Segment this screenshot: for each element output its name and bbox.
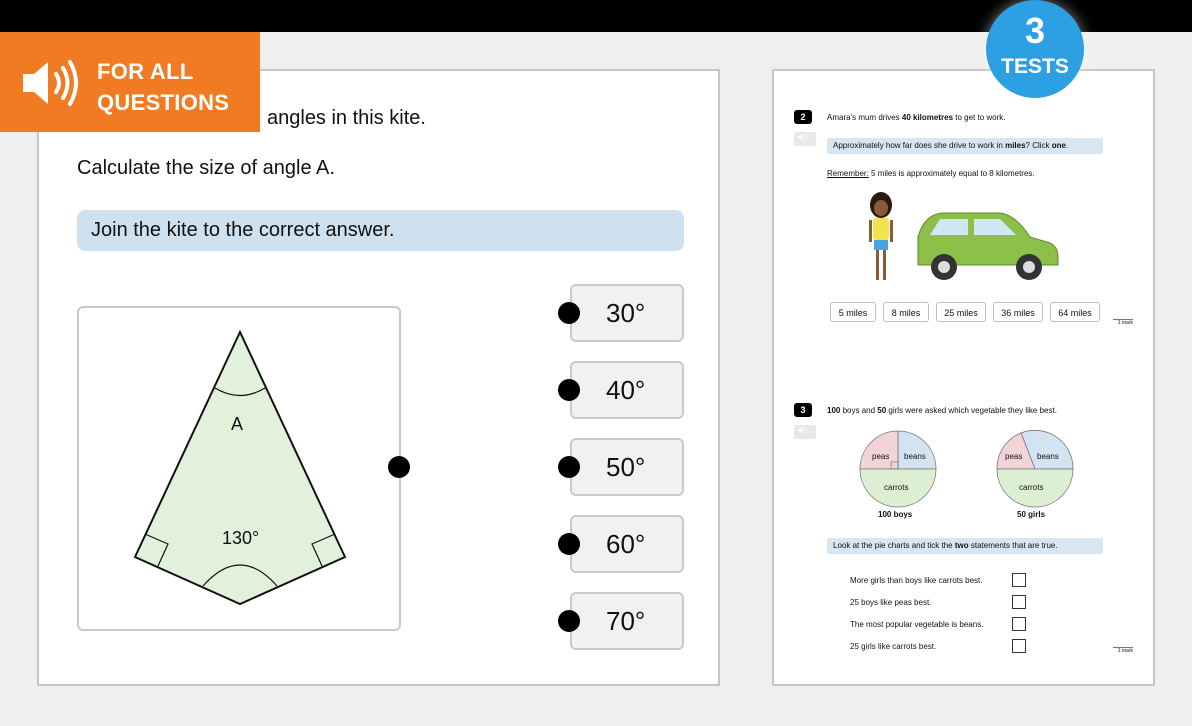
q3-statement-1: More girls than boys like carrots best. bbox=[850, 576, 983, 585]
pie-girls bbox=[995, 429, 1075, 509]
q3-instr-post: statements that are true. bbox=[968, 541, 1058, 550]
tests-count-number: 3 bbox=[1024, 10, 1046, 51]
q2-instruction bbox=[827, 138, 1103, 154]
q3-checkbox-3[interactable] bbox=[1012, 617, 1026, 631]
q3-instruction bbox=[827, 538, 1103, 554]
pie-girls-caption: 50 girls bbox=[1017, 510, 1046, 519]
answer-connector-dot-70[interactable] bbox=[558, 610, 580, 632]
q3-text bbox=[827, 406, 1057, 415]
answer-option-40[interactable]: 40° bbox=[570, 361, 684, 419]
car-hub-front bbox=[938, 261, 950, 273]
instruction-bar: Join the kite to the correct answer. bbox=[77, 210, 684, 251]
angle-a-label: A bbox=[231, 414, 244, 434]
answer-option-30[interactable]: 30° bbox=[570, 284, 684, 342]
pie-girls-beans-label: beans bbox=[1037, 452, 1059, 461]
pie-boys-caption: 100 boys bbox=[878, 510, 913, 519]
pie-boys-beans-label: beans bbox=[904, 452, 926, 461]
pie-girls-carrots-label: carrots bbox=[1019, 483, 1044, 492]
q3-statement-2: 25 boys like peas best. bbox=[850, 598, 932, 607]
pie-boys-beans-slice bbox=[898, 431, 936, 469]
q2-instr-pre: Approximately how far does she drive to work in bbox=[833, 141, 1006, 150]
question-panel bbox=[37, 69, 720, 686]
woman-face bbox=[874, 200, 888, 216]
answer-option-70[interactable]: 70° bbox=[570, 592, 684, 650]
q2-mark: 1 mark bbox=[1113, 319, 1133, 326]
audio-banner-label bbox=[97, 56, 229, 118]
kite-card[interactable] bbox=[77, 306, 401, 631]
q2-text-pre: Amara's mum drives bbox=[827, 113, 902, 122]
answer-connector-dot-50[interactable] bbox=[558, 456, 580, 478]
q2-remember bbox=[827, 169, 1035, 178]
question-text-line1: angles in this kite. bbox=[267, 107, 426, 129]
woman-arm-right bbox=[890, 220, 893, 242]
q2-option-5-miles[interactable]: 5 miles bbox=[830, 302, 876, 322]
tests-count-label: TESTS bbox=[1001, 55, 1069, 78]
q2-instr-bold1: miles bbox=[1005, 141, 1026, 150]
q3-instr-bold: two bbox=[954, 541, 969, 550]
woman-leg-left bbox=[876, 250, 879, 280]
q2-remember-text: 5 miles is approximately equal to 8 kilometres. bbox=[868, 169, 1035, 178]
q3-text-bold2: 50 bbox=[877, 406, 887, 415]
q3-statement-3: The most popular vegetable is beans. bbox=[850, 620, 984, 629]
q3-checkbox-4[interactable] bbox=[1012, 639, 1026, 653]
q2-instr-mid: ? Click bbox=[1025, 141, 1052, 150]
q2-audio-icon[interactable] bbox=[794, 132, 816, 146]
question-text-line2: Calculate the size of angle A. bbox=[77, 157, 335, 179]
pie-boys-carrots-label: carrots bbox=[884, 483, 909, 492]
q2-remember-label: Remember: bbox=[827, 169, 869, 178]
q2-number: 2 bbox=[794, 110, 812, 124]
audio-all-questions-button[interactable] bbox=[0, 32, 260, 132]
q3-checkbox-1[interactable] bbox=[1012, 573, 1026, 587]
woman-shorts bbox=[874, 240, 888, 250]
q2-text bbox=[827, 113, 1005, 122]
kite-connector-dot[interactable] bbox=[388, 456, 410, 478]
answer-option-50[interactable]: 50° bbox=[570, 438, 684, 496]
q2-instr-post: . bbox=[1066, 141, 1069, 150]
q3-text-post: girls were asked which vegetable they like best. bbox=[886, 406, 1057, 415]
q2-text-bold: 40 kilometres bbox=[901, 113, 954, 122]
q2-option-25-miles[interactable]: 25 miles bbox=[936, 302, 986, 322]
woman-shirt bbox=[873, 218, 889, 240]
audio-banner-line2: QUESTIONS bbox=[97, 90, 230, 115]
pie-boys-peas-label: peas bbox=[872, 452, 890, 461]
q3-checkbox-2[interactable] bbox=[1012, 595, 1026, 609]
q2-text-post: to get to work. bbox=[953, 113, 1006, 122]
answer-connector-dot-40[interactable] bbox=[558, 379, 580, 401]
q2-instr-bold2: one bbox=[1051, 141, 1067, 150]
q3-text-mid: boys and bbox=[840, 406, 878, 415]
q2-option-64-miles[interactable]: 64 miles bbox=[1050, 302, 1100, 322]
mum-and-car-illustration bbox=[864, 191, 1064, 286]
q3-number: 3 bbox=[794, 403, 812, 417]
answer-connector-dot-60[interactable] bbox=[558, 533, 580, 555]
q2-option-36-miles[interactable]: 36 miles bbox=[993, 302, 1043, 322]
q3-instr-pre: Look at the pie charts and tick the bbox=[833, 541, 955, 550]
speaker-icon bbox=[20, 58, 82, 108]
kite-shape bbox=[135, 332, 345, 604]
woman-arm-left bbox=[869, 220, 872, 242]
q3-mark: 1 mark bbox=[1113, 647, 1133, 654]
woman-leg-right bbox=[883, 250, 886, 280]
q3-audio-icon[interactable] bbox=[794, 425, 816, 439]
q3-statement-4: 25 girls like carrots best. bbox=[850, 642, 937, 651]
answer-connector-dot-30[interactable] bbox=[558, 302, 580, 324]
car-hub-rear bbox=[1023, 261, 1035, 273]
pie-boys bbox=[858, 429, 938, 509]
preview-panel bbox=[772, 69, 1155, 686]
tests-count-badge bbox=[986, 0, 1084, 98]
answer-option-60[interactable]: 60° bbox=[570, 515, 684, 573]
kite-diagram bbox=[79, 308, 399, 629]
pie-girls-peas-label: peas bbox=[1005, 452, 1023, 461]
q2-option-8-miles[interactable]: 8 miles bbox=[883, 302, 929, 322]
q3-text-bold1: 100 bbox=[827, 406, 841, 415]
given-angle-label: 130° bbox=[222, 528, 260, 548]
pie-boys-peas-slice bbox=[860, 431, 898, 469]
audio-banner-line1: FOR ALL bbox=[97, 59, 194, 84]
